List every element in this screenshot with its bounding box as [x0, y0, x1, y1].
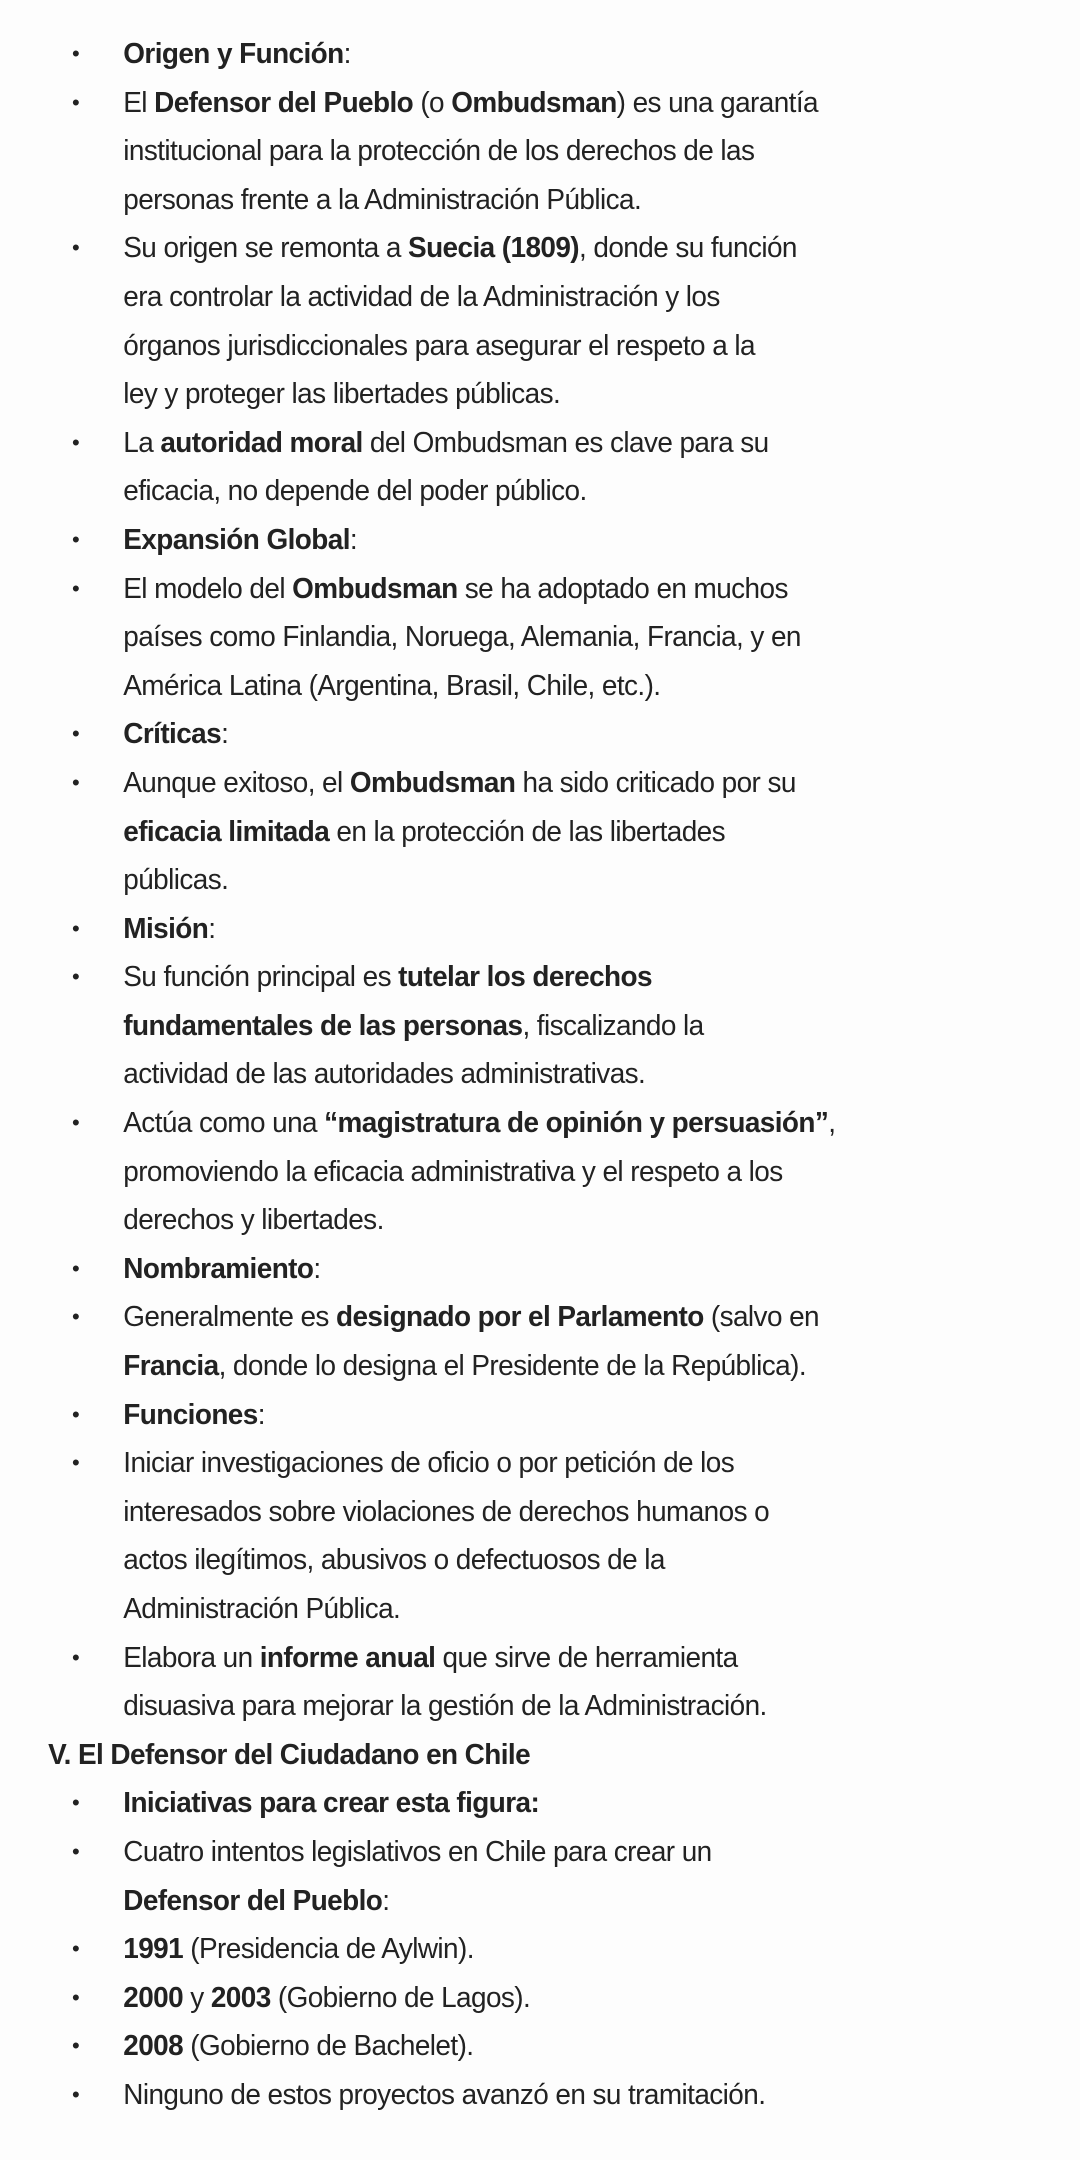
text-line: [0, 905, 1040, 954]
text-line: [0, 2022, 1040, 2071]
bullet-icon: •: [72, 89, 80, 115]
text-line: [0, 1439, 1040, 1488]
bold-text: eficacia limitada: [123, 815, 330, 848]
bold-text: Nombramiento: [123, 1252, 314, 1285]
text: actividad de las autoridades administrativas.: [123, 1058, 646, 1091]
text: La: [123, 426, 161, 459]
text-line: [0, 1731, 1040, 1780]
text-line: [0, 1002, 1040, 1051]
text-line: [0, 1391, 1040, 1440]
text-line: [0, 322, 1040, 371]
bullet-icon: •: [72, 769, 80, 795]
bold-text: Iniciativas para crear esta figura:: [123, 1787, 540, 1820]
text-line: [0, 127, 1040, 176]
bullet-icon: •: [72, 41, 80, 66]
text: (salvo en: [703, 1301, 819, 1334]
list-item: [0, 2071, 1080, 2120]
text-line: [0, 1585, 1040, 1634]
text-line: [0, 30, 1040, 79]
list-item: [0, 1099, 1080, 1245]
bullet-icon: •: [72, 1401, 80, 1427]
text: (Presidencia de Aylwin).: [183, 1933, 474, 1966]
bold-text: V. El Defensor del Ciudadano en Chile: [48, 1738, 531, 1771]
bullet-icon: •: [72, 1304, 80, 1330]
text: :: [221, 718, 229, 751]
text: en la protección de las libertades: [329, 815, 726, 848]
text: Administración Pública.: [123, 1593, 401, 1625]
text: Ninguno de estos proyectos avanzó en su tramitación.: [123, 2078, 766, 2111]
text-line: [0, 1050, 1040, 1099]
text: (Gobierno de Bachelet).: [183, 2030, 474, 2063]
text: era controlar la actividad de la Administración y los: [123, 280, 720, 313]
text-line: [0, 1828, 1040, 1877]
bullet-icon: •: [72, 575, 80, 601]
text-line: [0, 1877, 1040, 1926]
section-heading: [0, 1731, 1080, 1780]
text-line: [0, 856, 1040, 905]
text: :: [257, 1398, 265, 1431]
list-item: [0, 1439, 1080, 1633]
bullet-icon: •: [72, 2033, 80, 2059]
bullet-icon: •: [72, 526, 80, 552]
bold-text: Ombudsman: [451, 86, 617, 119]
text-line: [0, 467, 1040, 516]
text-line: [0, 662, 1040, 711]
list-item: [0, 30, 1080, 79]
text: Iniciar investigaciones de oficio o por petición de los: [123, 1447, 735, 1480]
list-item: [0, 1245, 1080, 1294]
bold-text: Defensor del Pueblo: [154, 86, 414, 119]
list-item: [0, 1779, 1080, 1828]
text: y: [183, 1981, 211, 2014]
text-line: [0, 1488, 1040, 1537]
bold-text: Ombudsman: [292, 572, 458, 605]
text: personas frente a la Administración Pública.: [123, 183, 642, 216]
text: eficacia, no depende del poder público.: [123, 475, 587, 508]
bullet-icon: •: [72, 429, 80, 455]
bullet-icon: •: [72, 1790, 80, 1816]
text: institucional para la protección de los derechos de las: [123, 135, 755, 168]
list-item: [0, 79, 1080, 225]
bold-text: Suecia (1809): [408, 232, 580, 265]
text: ley y proteger las libertades públicas.: [123, 378, 561, 411]
bold-text: fundamentales de las personas: [123, 1009, 523, 1042]
bullet-icon: •: [72, 915, 80, 941]
bullet-icon: •: [72, 2081, 80, 2107]
text: países como Finlandia, Noruega, Alemania, Francia, y en: [123, 621, 801, 654]
bullet-icon: •: [72, 235, 80, 261]
text: :: [313, 1252, 321, 1285]
text: , donde su función: [579, 232, 797, 265]
list-item: [0, 1925, 1080, 1974]
text: que sirve de herramienta: [435, 1641, 738, 1674]
bold-text: Funciones: [123, 1398, 258, 1431]
list-item: [0, 759, 1080, 905]
bullet-icon: •: [72, 1110, 80, 1136]
bullet-icon: •: [72, 964, 80, 990]
text-line: [0, 565, 1040, 614]
list-item: [0, 1391, 1080, 1440]
text: ) es una garantía: [616, 86, 818, 119]
text: El: [123, 86, 155, 119]
list-item: [0, 1828, 1080, 1925]
text-line: [0, 1099, 1040, 1148]
text-line: [0, 1682, 1040, 1731]
text: (Gobierno de Lagos).: [270, 1981, 531, 2014]
bold-text: Origen y Función: [123, 38, 344, 70]
list-item: [0, 710, 1080, 759]
bold-text: 2000: [123, 1981, 184, 2014]
text: , donde lo designa el Presidente de la República).: [218, 1350, 807, 1383]
text-line: [0, 1779, 1040, 1828]
text-line: [0, 1293, 1040, 1342]
text-line: [0, 273, 1040, 322]
text-line: [0, 176, 1040, 225]
list-item: [0, 565, 1080, 711]
text: :: [382, 1884, 390, 1917]
bullet-icon: •: [72, 1936, 80, 1962]
text-line: [0, 224, 1040, 273]
list-item: [0, 953, 1080, 1099]
text: :: [349, 523, 358, 556]
text: Cuatro intentos legislativos en Chile para crear un: [123, 1835, 712, 1868]
text-line: [0, 1536, 1040, 1585]
text-line: [0, 1148, 1040, 1197]
list-item: [0, 2022, 1080, 2071]
bold-text: Misión: [123, 912, 209, 945]
bold-text: 2003: [210, 1981, 271, 2014]
text: interesados sobre violaciones de derechos humanos o: [123, 1495, 770, 1528]
text-line: [0, 808, 1040, 857]
list-item: [0, 224, 1080, 418]
list-item: [0, 419, 1080, 516]
text: , fiscalizando la: [522, 1009, 704, 1042]
bold-text: autoridad moral: [160, 426, 363, 459]
bold-text: Críticas: [123, 718, 222, 751]
text-line: [0, 710, 1040, 759]
text: actos ilegítimos, abusivos o defectuosos de la: [123, 1544, 665, 1577]
text-line: [0, 1196, 1040, 1245]
text: órganos jurisdiccionales para asegurar el respeto a la: [123, 329, 755, 362]
text-line: [0, 2071, 1040, 2120]
list-item: [0, 1293, 1080, 1390]
text: Generalmente es: [123, 1301, 336, 1334]
text: disuasiva para mejorar la gestión de la Administración.: [123, 1690, 767, 1723]
text: El modelo del: [123, 572, 293, 605]
text-line: [0, 759, 1040, 808]
bold-text: Francia: [123, 1350, 219, 1383]
text: derechos y libertades.: [123, 1204, 384, 1237]
text-line: [0, 370, 1040, 419]
bold-text: Ombudsman: [349, 766, 516, 799]
text: promoviendo la eficacia administrativa y el respeto a los: [123, 1155, 783, 1188]
text-line: [0, 1974, 1040, 2023]
bold-text: “magistratura de opinión y persuasión”: [324, 1107, 829, 1140]
text: Aunque exitoso, el: [123, 766, 350, 799]
text: Elabora un: [123, 1641, 260, 1674]
bold-text: Defensor del Pueblo: [123, 1884, 383, 1917]
text: :: [343, 38, 351, 70]
bold-text: 2008: [123, 2030, 184, 2063]
text: Su origen se remonta a: [123, 232, 409, 265]
bullet-icon: •: [72, 1450, 80, 1476]
text: Actúa como una: [123, 1107, 325, 1140]
bold-text: 1991: [123, 1933, 184, 1966]
list-item: [0, 1974, 1080, 2023]
text-line: [0, 613, 1040, 662]
bullet-icon: •: [72, 1255, 80, 1281]
text: ,: [828, 1107, 836, 1140]
text: Su función principal es: [123, 961, 399, 994]
text: del Ombudsman es clave para su: [362, 426, 769, 459]
text-line: [0, 953, 1040, 1002]
text-line: [0, 419, 1040, 468]
text-line: [0, 1634, 1040, 1683]
text-line: [0, 79, 1040, 128]
text: :: [208, 912, 216, 945]
bullet-icon: •: [72, 1644, 80, 1670]
text: se ha adoptado en muchos: [457, 572, 788, 605]
bold-text: designado por el Parlamento: [335, 1301, 704, 1334]
list-item: [0, 1634, 1080, 1731]
list-item: [0, 905, 1080, 954]
bold-text: informe anual: [259, 1641, 436, 1674]
text: públicas.: [123, 864, 229, 897]
bold-text: tutelar los derechos: [398, 961, 652, 994]
bullet-icon: •: [72, 1838, 80, 1864]
text: (o: [413, 86, 452, 119]
text-line: [0, 1342, 1040, 1391]
text: ha sido criticado por su: [515, 766, 796, 799]
text-line: [0, 516, 1040, 565]
text-line: [0, 1245, 1040, 1294]
text: América Latina (Argentina, Brasil, Chile, etc.).: [123, 669, 661, 702]
bullet-icon: •: [72, 1984, 80, 2010]
text-line: [0, 1925, 1040, 1974]
list-item: [0, 516, 1080, 565]
bold-text: Expansión Global: [123, 523, 350, 556]
bullet-icon: •: [72, 721, 80, 747]
